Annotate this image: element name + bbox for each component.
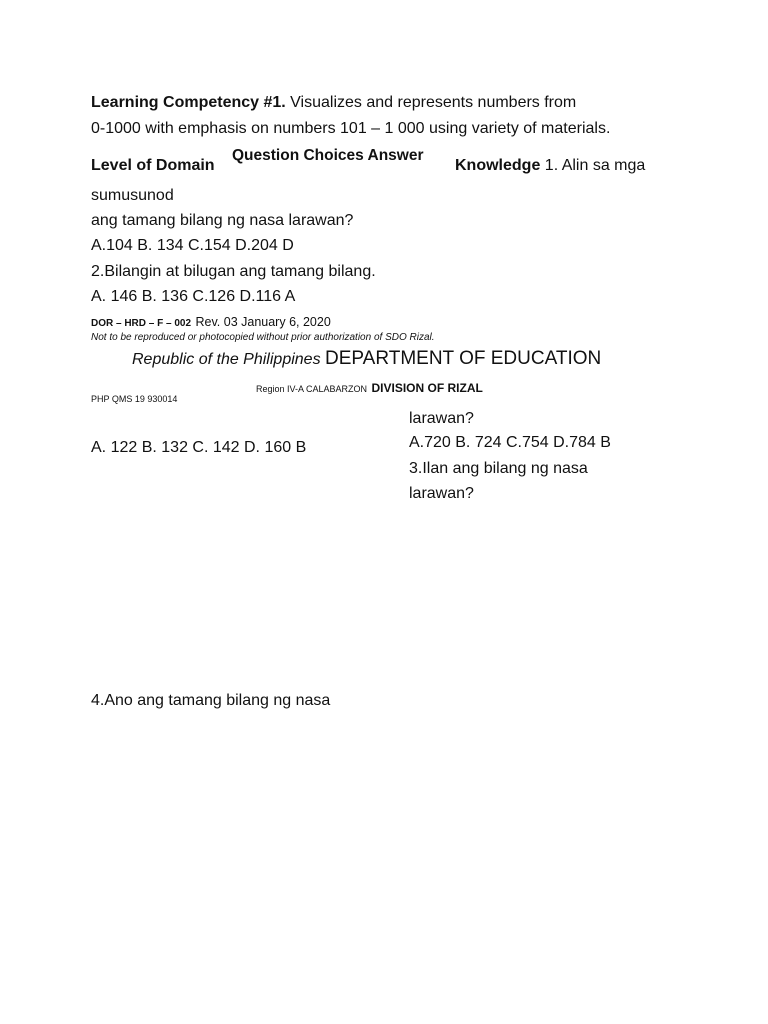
- right-choices: A.720 B. 724 C.754 D.784 B: [409, 434, 611, 451]
- knowledge-q1-line: [455, 158, 645, 174]
- q2-choices: A. 146 B. 136 C.126 D.116 A: [91, 288, 296, 305]
- agency-line: [132, 348, 601, 370]
- department-text: DEPARTMENT OF EDUCATION: [325, 348, 602, 369]
- level-of-domain-header: Level of Domain: [91, 157, 215, 174]
- region-line: [256, 379, 483, 397]
- q1-choices: A.104 B. 134 C.154 D.204 D: [91, 237, 294, 254]
- competency-line-2: 0-1000 with emphasis on numbers 101 – 1 000 using variety of materials.: [91, 120, 611, 137]
- competency-line-1: [91, 95, 576, 111]
- qms-code: PHP QMS 19 930014: [91, 394, 178, 404]
- disclaimer: Not to be reproduced or photocopied without prior authorization of SDO Rizal.: [91, 332, 435, 343]
- region-text: Region IV-A CALABARZON: [256, 384, 368, 394]
- right-larawan-1: larawan?: [409, 410, 474, 427]
- revision: Rev. 03 January 6, 2020: [195, 315, 331, 329]
- left-choices: A. 122 B. 132 C. 142 D. 160 B: [91, 439, 307, 456]
- doc-code: DOR – HRD – F – 002: [91, 318, 192, 329]
- republic-text: Republic of the Philippines: [132, 351, 321, 368]
- question-choices-answer-header: Question Choices Answer: [232, 147, 424, 164]
- knowledge-label: Knowledge: [455, 157, 541, 174]
- doc-code-line: [91, 313, 331, 331]
- q3-line-2: larawan?: [409, 485, 474, 502]
- q1-line-3: ang tamang bilang ng nasa larawan?: [91, 212, 354, 229]
- competency-text-1: Visualizes and represents numbers from: [290, 94, 577, 111]
- competency-label: Learning Competency #1.: [91, 94, 286, 111]
- q3-line-1: 3.Ilan ang bilang ng nasa: [409, 460, 588, 477]
- division-text: DIVISION OF RIZAL: [371, 381, 483, 395]
- q1-line-2: sumusunod: [91, 187, 174, 204]
- q4-text: 4.Ano ang tamang bilang ng nasa: [91, 692, 331, 709]
- q1-start: 1. Alin sa mga: [544, 157, 646, 174]
- q2-text: 2.Bilangin at bilugan ang tamang bilang.: [91, 263, 376, 280]
